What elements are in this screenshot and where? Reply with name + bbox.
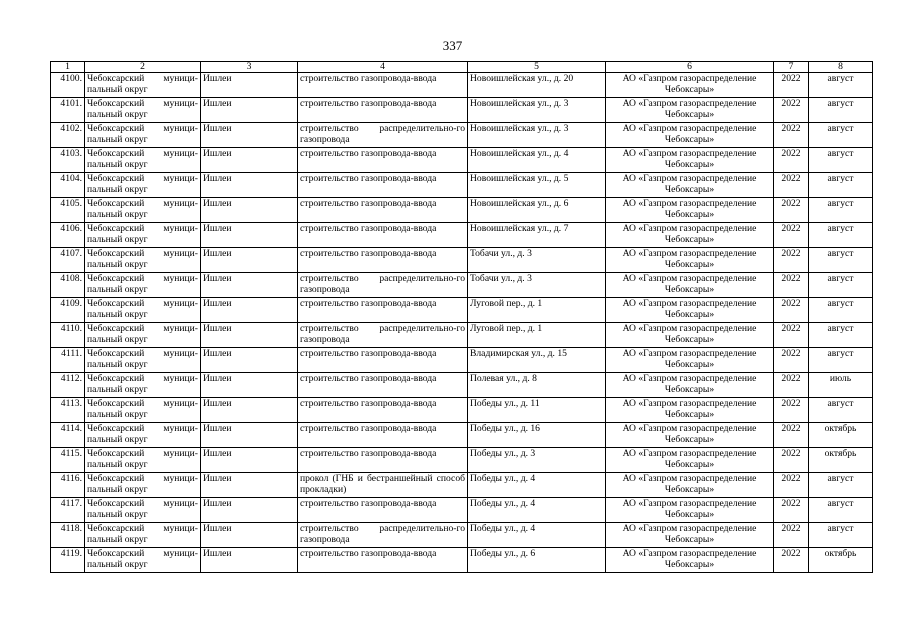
work-type-cell: строительство газопровода-ввода	[298, 398, 468, 423]
month-cell: август	[809, 173, 873, 198]
table-row	[51, 173, 873, 198]
work-type-cell: строительство газопровода-ввода	[298, 73, 468, 98]
month-cell: август	[809, 398, 873, 423]
address-cell: Победы ул., д. 11	[468, 398, 606, 423]
table-row	[51, 223, 873, 248]
settlement-cell: Ишлеи	[201, 173, 298, 198]
settlement-cell: Ишлеи	[201, 423, 298, 448]
table-row	[51, 423, 873, 448]
year-cell: 2022	[774, 123, 809, 148]
year-cell: 2022	[774, 248, 809, 273]
organization-cell: АО «Газпром газораспределение Чебоксары»	[606, 548, 774, 573]
settlement-cell: Ишлеи	[201, 198, 298, 223]
table-row	[51, 348, 873, 373]
district-cell: Чебоксарский муници-пальный округ	[85, 323, 201, 348]
month-cell: август	[809, 273, 873, 298]
gas-works-table	[50, 61, 873, 573]
settlement-cell: Ишлеи	[201, 298, 298, 323]
table-row	[51, 548, 873, 573]
district-cell: Чебоксарский муници-пальный округ	[85, 98, 201, 123]
year-cell: 2022	[774, 348, 809, 373]
settlement-cell: Ишлеи	[201, 548, 298, 573]
district-cell: Чебоксарский муници-пальный округ	[85, 423, 201, 448]
work-type-cell: строительство газопровода-ввода	[298, 198, 468, 223]
address-cell: Тобачи ул., д. 3	[468, 248, 606, 273]
address-cell: Победы ул., д. 4	[468, 498, 606, 523]
organization-cell: АО «Газпром газораспределение Чебоксары»	[606, 348, 774, 373]
row-number: 4113.	[51, 398, 85, 423]
organization-cell: АО «Газпром газораспределение Чебоксары»	[606, 423, 774, 448]
settlement-cell: Ишлеи	[201, 223, 298, 248]
work-type-cell: строительство газопровода-ввода	[298, 423, 468, 448]
settlement-cell: Ишлеи	[201, 148, 298, 173]
row-number: 4119.	[51, 548, 85, 573]
settlement-cell: Ишлеи	[201, 273, 298, 298]
table-row	[51, 298, 873, 323]
district-cell: Чебоксарский муници-пальный округ	[85, 73, 201, 98]
organization-cell: АО «Газпром газораспределение Чебоксары»	[606, 98, 774, 123]
row-number: 4104.	[51, 173, 85, 198]
settlement-cell: Ишлеи	[201, 398, 298, 423]
work-type-cell: строительство распределительно-го газопровода	[298, 523, 468, 548]
address-cell: Победы ул., д. 4	[468, 473, 606, 498]
row-number: 4100.	[51, 73, 85, 98]
row-number: 4112.	[51, 373, 85, 398]
organization-cell: АО «Газпром газораспределение Чебоксары»	[606, 223, 774, 248]
row-number: 4107.	[51, 248, 85, 273]
organization-cell: АО «Газпром газораспределение Чебоксары»	[606, 323, 774, 348]
row-number: 4109.	[51, 298, 85, 323]
table-row	[51, 398, 873, 423]
organization-cell: АО «Газпром газораспределение Чебоксары»	[606, 298, 774, 323]
address-cell: Луговой пер., д. 1	[468, 298, 606, 323]
row-number: 4108.	[51, 273, 85, 298]
district-cell: Чебоксарский муници-пальный округ	[85, 173, 201, 198]
address-cell: Новоишлейская ул., д. 4	[468, 148, 606, 173]
district-cell: Чебоксарский муници-пальный округ	[85, 273, 201, 298]
settlement-cell: Ишлеи	[201, 498, 298, 523]
address-cell: Новоишлейская ул., д. 20	[468, 73, 606, 98]
row-number: 4101.	[51, 98, 85, 123]
district-cell: Чебоксарский муници-пальный округ	[85, 498, 201, 523]
district-cell: Чебоксарский муници-пальный округ	[85, 473, 201, 498]
work-type-cell: строительство газопровода-ввода	[298, 223, 468, 248]
month-cell: август	[809, 123, 873, 148]
month-cell: август	[809, 98, 873, 123]
row-number: 4118.	[51, 523, 85, 548]
table-row	[51, 323, 873, 348]
column-header: 2	[85, 62, 201, 73]
column-header: 7	[774, 62, 809, 73]
settlement-cell: Ишлеи	[201, 98, 298, 123]
organization-cell: АО «Газпром газораспределение Чебоксары»	[606, 198, 774, 223]
row-number: 4115.	[51, 448, 85, 473]
work-type-cell: прокол (ГНБ и бестраншейный способ прокладки)	[298, 473, 468, 498]
organization-cell: АО «Газпром газораспределение Чебоксары»	[606, 248, 774, 273]
column-header: 8	[809, 62, 873, 73]
row-number: 4106.	[51, 223, 85, 248]
row-number: 4102.	[51, 123, 85, 148]
year-cell: 2022	[774, 498, 809, 523]
organization-cell: АО «Газпром газораспределение Чебоксары»	[606, 123, 774, 148]
month-cell: август	[809, 148, 873, 173]
work-type-cell: строительство газопровода-ввода	[298, 348, 468, 373]
district-cell: Чебоксарский муници-пальный округ	[85, 523, 201, 548]
address-cell: Тобачи ул., д. 3	[468, 273, 606, 298]
settlement-cell: Ишлеи	[201, 323, 298, 348]
column-header: 5	[468, 62, 606, 73]
column-header: 6	[606, 62, 774, 73]
year-cell: 2022	[774, 523, 809, 548]
district-cell: Чебоксарский муници-пальный округ	[85, 348, 201, 373]
settlement-cell: Ишлеи	[201, 248, 298, 273]
year-cell: 2022	[774, 148, 809, 173]
organization-cell: АО «Газпром газораспределение Чебоксары»	[606, 173, 774, 198]
district-cell: Чебоксарский муници-пальный округ	[85, 398, 201, 423]
month-cell: август	[809, 498, 873, 523]
table-row	[51, 448, 873, 473]
table-row	[51, 98, 873, 123]
year-cell: 2022	[774, 223, 809, 248]
district-cell: Чебоксарский муници-пальный округ	[85, 223, 201, 248]
district-cell: Чебоксарский муници-пальный округ	[85, 198, 201, 223]
district-cell: Чебоксарский муници-пальный округ	[85, 448, 201, 473]
year-cell: 2022	[774, 298, 809, 323]
year-cell: 2022	[774, 173, 809, 198]
month-cell: август	[809, 248, 873, 273]
month-cell: июль	[809, 373, 873, 398]
month-cell: октябрь	[809, 423, 873, 448]
work-type-cell: строительство газопровода-ввода	[298, 448, 468, 473]
month-cell: август	[809, 223, 873, 248]
row-number: 4116.	[51, 473, 85, 498]
month-cell: август	[809, 298, 873, 323]
table-row	[51, 73, 873, 98]
month-cell: август	[809, 323, 873, 348]
address-cell: Новоишлейская ул., д. 5	[468, 173, 606, 198]
year-cell: 2022	[774, 373, 809, 398]
table-row	[51, 498, 873, 523]
year-cell: 2022	[774, 98, 809, 123]
month-cell: август	[809, 198, 873, 223]
month-cell: август	[809, 73, 873, 98]
district-cell: Чебоксарский муници-пальный округ	[85, 548, 201, 573]
table-row	[51, 473, 873, 498]
district-cell: Чебоксарский муници-пальный округ	[85, 123, 201, 148]
table-row	[51, 373, 873, 398]
year-cell: 2022	[774, 398, 809, 423]
organization-cell: АО «Газпром газораспределение Чебоксары»	[606, 373, 774, 398]
settlement-cell: Ишлеи	[201, 448, 298, 473]
work-type-cell: строительство газопровода-ввода	[298, 173, 468, 198]
work-type-cell: строительство газопровода-ввода	[298, 498, 468, 523]
work-type-cell: строительство распределительно-го газопровода	[298, 273, 468, 298]
year-cell: 2022	[774, 448, 809, 473]
year-cell: 2022	[774, 323, 809, 348]
address-cell: Полевая ул., д. 8	[468, 373, 606, 398]
address-cell: Новоишлейская ул., д. 7	[468, 223, 606, 248]
work-type-cell: строительство газопровода-ввода	[298, 373, 468, 398]
year-cell: 2022	[774, 548, 809, 573]
year-cell: 2022	[774, 473, 809, 498]
table-row	[51, 123, 873, 148]
settlement-cell: Ишлеи	[201, 473, 298, 498]
work-type-cell: строительство газопровода-ввода	[298, 248, 468, 273]
month-cell: октябрь	[809, 548, 873, 573]
work-type-cell: строительство газопровода-ввода	[298, 98, 468, 123]
address-cell: Победы ул., д. 6	[468, 548, 606, 573]
table-row	[51, 198, 873, 223]
work-type-cell: строительство газопровода-ввода	[298, 548, 468, 573]
work-type-cell: строительство газопровода-ввода	[298, 148, 468, 173]
organization-cell: АО «Газпром газораспределение Чебоксары»	[606, 498, 774, 523]
address-cell: Владимирская ул., д. 15	[468, 348, 606, 373]
table-row	[51, 273, 873, 298]
column-number-row	[51, 62, 873, 73]
address-cell: Луговой пер., д. 1	[468, 323, 606, 348]
year-cell: 2022	[774, 423, 809, 448]
organization-cell: АО «Газпром газораспределение Чебоксары»	[606, 398, 774, 423]
page-number: 337	[442, 38, 463, 53]
district-cell: Чебоксарский муници-пальный округ	[85, 148, 201, 173]
month-cell: август	[809, 348, 873, 373]
year-cell: 2022	[774, 273, 809, 298]
organization-cell: АО «Газпром газораспределение Чебоксары»	[606, 448, 774, 473]
month-cell: октябрь	[809, 448, 873, 473]
address-cell: Новоишлейская ул., д. 3	[468, 123, 606, 148]
column-header: 3	[201, 62, 298, 73]
work-type-cell: строительство распределительно-го газопровода	[298, 323, 468, 348]
work-type-cell: строительство газопровода-ввода	[298, 298, 468, 323]
organization-cell: АО «Газпром газораспределение Чебоксары»	[606, 148, 774, 173]
district-cell: Чебоксарский муници-пальный округ	[85, 248, 201, 273]
row-number: 4105.	[51, 198, 85, 223]
address-cell: Победы ул., д. 16	[468, 423, 606, 448]
organization-cell: АО «Газпром газораспределение Чебоксары»	[606, 73, 774, 98]
table-row	[51, 523, 873, 548]
settlement-cell: Ишлеи	[201, 523, 298, 548]
settlement-cell: Ишлеи	[201, 73, 298, 98]
column-header: 1	[51, 62, 85, 73]
address-cell: Новоишлейская ул., д. 3	[468, 98, 606, 123]
row-number: 4117.	[51, 498, 85, 523]
year-cell: 2022	[774, 198, 809, 223]
address-cell: Новоишлейская ул., д. 6	[468, 198, 606, 223]
row-number: 4114.	[51, 423, 85, 448]
month-cell: август	[809, 473, 873, 498]
district-cell: Чебоксарский муници-пальный округ	[85, 298, 201, 323]
table-row	[51, 248, 873, 273]
address-cell: Победы ул., д. 4	[468, 523, 606, 548]
settlement-cell: Ишлеи	[201, 123, 298, 148]
work-type-cell: строительство распределительно-го газопровода	[298, 123, 468, 148]
year-cell: 2022	[774, 73, 809, 98]
column-header: 4	[298, 62, 468, 73]
settlement-cell: Ишлеи	[201, 373, 298, 398]
settlement-cell: Ишлеи	[201, 348, 298, 373]
row-number: 4103.	[51, 148, 85, 173]
month-cell: август	[809, 523, 873, 548]
district-cell: Чебоксарский муници-пальный округ	[85, 373, 201, 398]
organization-cell: АО «Газпром газораспределение Чебоксары»	[606, 273, 774, 298]
address-cell: Победы ул., д. 3	[468, 448, 606, 473]
organization-cell: АО «Газпром газораспределение Чебоксары»	[606, 523, 774, 548]
row-number: 4110.	[51, 323, 85, 348]
row-number: 4111.	[51, 348, 85, 373]
organization-cell: АО «Газпром газораспределение Чебоксары»	[606, 473, 774, 498]
table-row	[51, 148, 873, 173]
